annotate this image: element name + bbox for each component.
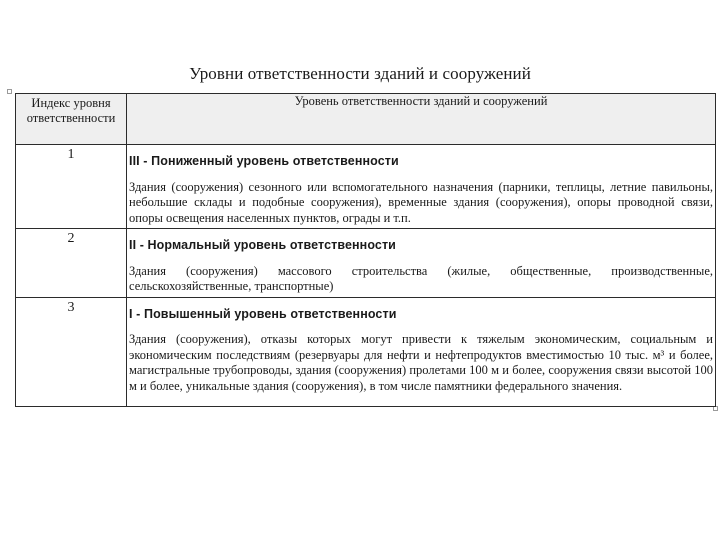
level-title: III - Пониженный уровень ответственности xyxy=(129,154,399,168)
index-cell xyxy=(16,145,127,229)
header-index-label: Индекс уровня ответственности xyxy=(26,96,116,125)
level-title: I - Повышенный уровень ответственности xyxy=(129,306,397,321)
level-cell xyxy=(127,229,716,298)
level-description: Здания (сооружения) массового строительства (жилые, общественные, производственные, сельскохозяйственные, транспортные) xyxy=(129,263,713,293)
table-row xyxy=(16,229,716,298)
level-description: Здания (сооружения) сезонного или вспомогательного назначения (парники, теплицы, летние павильоны, небольшие склады и подобные сооружения), временные здания (сооружения), опоры проводной связи, опоры освещения населенных пунктов, ограды и т.п. xyxy=(129,179,713,225)
level-title: II - Нормальный уровень ответственности xyxy=(129,238,396,252)
level-description: Здания (сооружения), отказы которых могут привести к тяжелым экономическим, социальным и экономическим последствиям (резервуары для нефти и нефтепродуктов вместимостью 10 тыс. м³ и более, магистральные трубопроводы, здания (сооружения) пролетами 100 м и более, сооружения связи высотой 100 м и более, уникальные здания (сооружения), в том числе памятники федерального значения. xyxy=(129,332,713,393)
header-level-label: Уровень ответственности зданий и сооружений xyxy=(294,94,548,108)
index-cell xyxy=(16,229,127,298)
header-level-cell xyxy=(127,94,716,145)
table-move-handle-icon[interactable] xyxy=(7,89,12,94)
row-index: 2 xyxy=(67,231,75,246)
table-row xyxy=(16,145,716,229)
document-title: Уровни ответственности зданий и сооружений xyxy=(189,64,531,83)
responsibility-levels-table xyxy=(15,93,716,407)
table-header-row xyxy=(16,94,716,145)
table-resize-handle-icon[interactable] xyxy=(713,406,718,411)
header-index-cell xyxy=(16,94,127,145)
level-cell xyxy=(127,297,716,406)
row-index: 1 xyxy=(67,147,75,162)
row-index: 3 xyxy=(67,299,75,315)
table-row xyxy=(16,297,716,406)
index-cell xyxy=(16,297,127,406)
level-cell xyxy=(127,145,716,229)
